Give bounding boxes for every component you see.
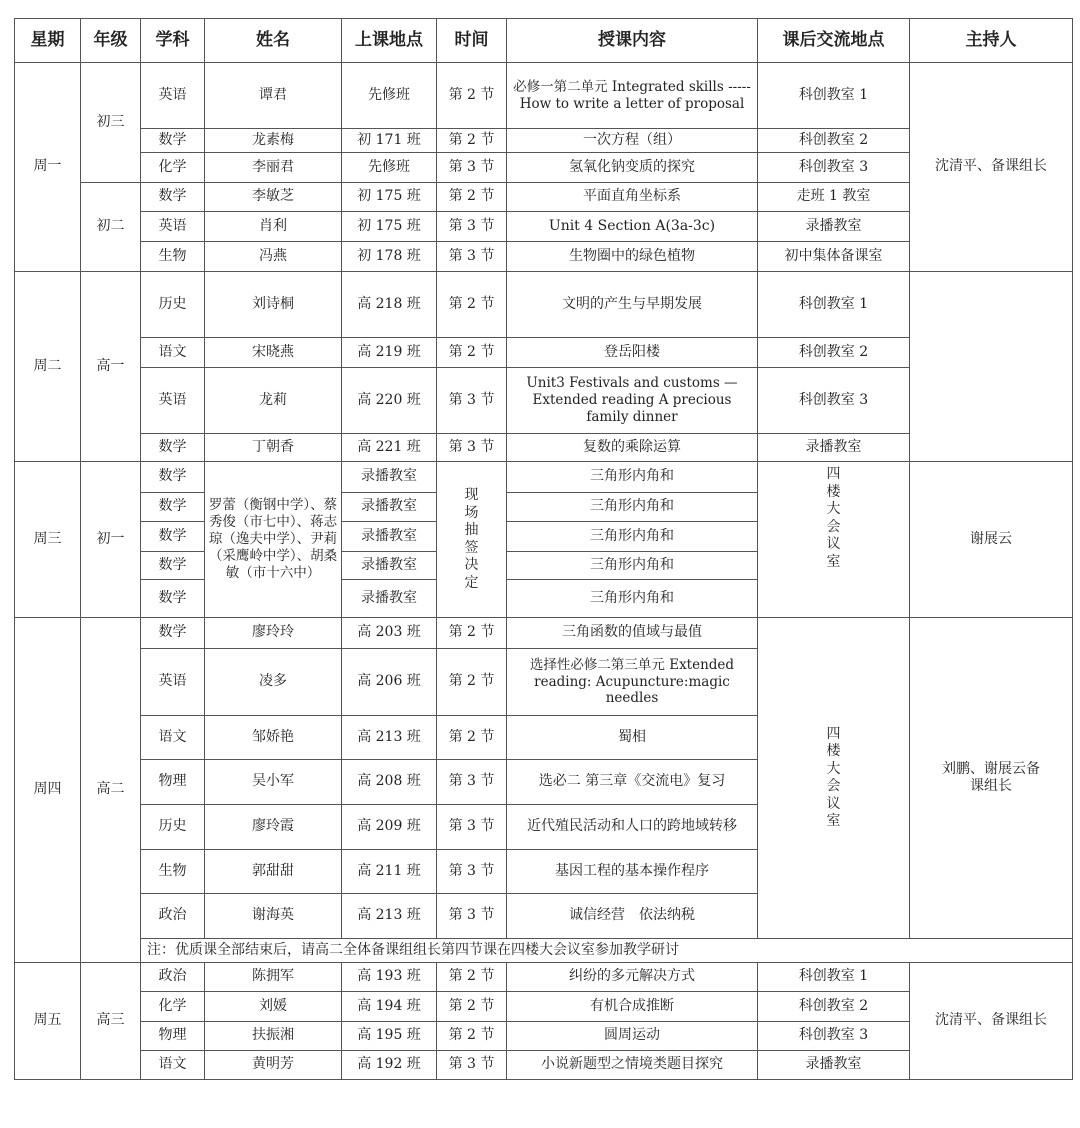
name-cell: 陈拥军 — [205, 963, 342, 992]
content-cell: 三角形内角和 — [507, 522, 758, 552]
time-cell: 第 2 节 — [437, 272, 507, 338]
time-cell: 现场抽签决定 — [437, 462, 507, 618]
subject-cell: 数学 — [141, 462, 205, 493]
time-cell: 第 3 节 — [437, 434, 507, 462]
host-cell: 沈清平、备课组长 — [910, 63, 1073, 272]
place-cell: 高 220 班 — [342, 368, 437, 434]
place-cell: 录播教室 — [342, 580, 437, 618]
content-cell: 三角形内角和 — [507, 462, 758, 493]
name-cell: 宋晓燕 — [205, 338, 342, 368]
table-row — [15, 63, 1073, 129]
content-cell: 复数的乘除运算 — [507, 434, 758, 462]
content-cell: 三角函数的值域与最值 — [507, 618, 758, 649]
time-cell: 第 2 节 — [437, 963, 507, 992]
place-cell: 高 219 班 — [342, 338, 437, 368]
subject-cell: 英语 — [141, 212, 205, 242]
name-cell: 郭甜甜 — [205, 850, 342, 894]
name-cell: 李敏芝 — [205, 183, 342, 212]
table-row — [15, 618, 1073, 649]
content-cell: 一次方程（组） — [507, 129, 758, 153]
name-cell: 丁朝香 — [205, 434, 342, 462]
header-time: 时间 — [437, 19, 507, 63]
place-cell: 高 218 班 — [342, 272, 437, 338]
subject-cell: 生物 — [141, 242, 205, 272]
subject-cell: 语文 — [141, 338, 205, 368]
content-cell: Unit 4 Section A(3a-3c) — [507, 212, 758, 242]
time-cell: 第 3 节 — [437, 1051, 507, 1080]
place-cell: 高 206 班 — [342, 649, 437, 716]
host-cell — [910, 272, 1073, 462]
table-row — [15, 272, 1073, 338]
room-cell: 科创教室 1 — [758, 63, 910, 129]
subject-cell: 数学 — [141, 434, 205, 462]
place-cell: 高 221 班 — [342, 434, 437, 462]
subject-cell: 数学 — [141, 129, 205, 153]
content-cell: 诚信经营 依法纳税 — [507, 894, 758, 939]
room-cell: 录播教室 — [758, 212, 910, 242]
subject-cell: 化学 — [141, 992, 205, 1022]
name-cell: 廖玲霞 — [205, 805, 342, 850]
name-cell: 肖利 — [205, 212, 342, 242]
subject-cell: 物理 — [141, 760, 205, 805]
header-content: 授课内容 — [507, 19, 758, 63]
content-cell: 三角形内角和 — [507, 493, 758, 522]
subject-cell: 数学 — [141, 618, 205, 649]
time-cell: 第 2 节 — [437, 129, 507, 153]
content-cell: 三角形内角和 — [507, 580, 758, 618]
name-cell: 谭君 — [205, 63, 342, 129]
place-cell: 录播教室 — [342, 493, 437, 522]
place-cell: 高 208 班 — [342, 760, 437, 805]
content-cell: 登岳阳楼 — [507, 338, 758, 368]
host-cell: 沈清平、备课组长 — [910, 963, 1073, 1080]
time-cell: 第 2 节 — [437, 63, 507, 129]
room-cell: 科创教室 2 — [758, 338, 910, 368]
subject-cell: 数学 — [141, 552, 205, 580]
subject-cell: 生物 — [141, 850, 205, 894]
schedule-table — [14, 18, 1073, 1080]
content-cell: 基因工程的基本操作程序 — [507, 850, 758, 894]
names-cell: 罗蕾（衡钢中学）、蔡秀俊（市七中）、蒋志琼（逸夫中学）、尹莉（采鹰岭中学）、胡桑敏（市十六中） — [205, 462, 342, 618]
place-cell: 高 211 班 — [342, 850, 437, 894]
room-cell: 科创教室 2 — [758, 992, 910, 1022]
grade-cell: 高三 — [81, 963, 141, 1080]
name-cell: 凌多 — [205, 649, 342, 716]
name-cell: 李丽君 — [205, 153, 342, 183]
header-name: 姓名 — [205, 19, 342, 63]
table-row — [15, 462, 1073, 493]
subject-cell: 语文 — [141, 1051, 205, 1080]
time-cell: 第 2 节 — [437, 992, 507, 1022]
header-host: 主持人 — [910, 19, 1073, 63]
place-cell: 初 175 班 — [342, 183, 437, 212]
place-cell: 录播教室 — [342, 552, 437, 580]
time-cell: 第 3 节 — [437, 850, 507, 894]
header-day: 星期 — [15, 19, 81, 63]
grade-cell: 高二 — [81, 618, 141, 963]
content-cell: 圆周运动 — [507, 1022, 758, 1051]
content-cell: 小说新题型之情境类题目探究 — [507, 1051, 758, 1080]
time-cell: 第 3 节 — [437, 153, 507, 183]
time-cell: 第 2 节 — [437, 716, 507, 760]
header-grade: 年级 — [81, 19, 141, 63]
subject-cell: 数学 — [141, 183, 205, 212]
place-cell: 录播教室 — [342, 462, 437, 493]
header-room: 课后交流地点 — [758, 19, 910, 63]
subject-cell: 英语 — [141, 368, 205, 434]
subject-cell: 政治 — [141, 963, 205, 992]
header-place: 上课地点 — [342, 19, 437, 63]
subject-cell: 语文 — [141, 716, 205, 760]
place-cell: 高 192 班 — [342, 1051, 437, 1080]
content-cell: Unit3 Festivals and customs —Extended reading A precious family dinner — [507, 368, 758, 434]
place-cell: 先修班 — [342, 153, 437, 183]
time-cell: 第 2 节 — [437, 649, 507, 716]
content-cell: 纠纷的多元解决方式 — [507, 963, 758, 992]
subject-cell: 数学 — [141, 493, 205, 522]
room-cell: 初中集体备课室 — [758, 242, 910, 272]
host-cell: 刘鹏、谢展云备课组长 — [910, 618, 1073, 939]
name-cell: 邹娇艳 — [205, 716, 342, 760]
room-cell: 录播教室 — [758, 1051, 910, 1080]
content-cell: 平面直角坐标系 — [507, 183, 758, 212]
note-row — [15, 939, 1073, 963]
place-cell: 初 171 班 — [342, 129, 437, 153]
room-cell: 走班 1 教室 — [758, 183, 910, 212]
day-cell: 周五 — [15, 963, 81, 1080]
room-cell: 科创教室 3 — [758, 1022, 910, 1051]
name-cell: 廖玲玲 — [205, 618, 342, 649]
name-cell: 刘媛 — [205, 992, 342, 1022]
room-cell: 科创教室 3 — [758, 368, 910, 434]
name-cell: 冯燕 — [205, 242, 342, 272]
grade-cell: 初一 — [81, 462, 141, 618]
content-cell: 三角形内角和 — [507, 552, 758, 580]
time-cell: 第 2 节 — [437, 183, 507, 212]
subject-cell: 化学 — [141, 153, 205, 183]
subject-cell: 政治 — [141, 894, 205, 939]
name-cell: 龙莉 — [205, 368, 342, 434]
time-cell: 第 3 节 — [437, 242, 507, 272]
time-cell: 第 3 节 — [437, 894, 507, 939]
time-cell: 第 2 节 — [437, 1022, 507, 1051]
content-cell: 近代殖民活动和人口的跨地域转移 — [507, 805, 758, 850]
time-cell: 第 3 节 — [437, 805, 507, 850]
content-cell: 必修一第二单元 Integrated skills -----How to write a letter of proposal — [507, 63, 758, 129]
room-cell: 四楼大会议室 — [758, 462, 910, 618]
day-cell: 周三 — [15, 462, 81, 618]
room-cell: 录播教室 — [758, 434, 910, 462]
content-cell: 有机合成推断 — [507, 992, 758, 1022]
room-cell: 科创教室 2 — [758, 129, 910, 153]
place-cell: 高 194 班 — [342, 992, 437, 1022]
subject-cell: 数学 — [141, 580, 205, 618]
place-cell: 初 178 班 — [342, 242, 437, 272]
time-cell: 第 2 节 — [437, 618, 507, 649]
name-cell: 刘诗桐 — [205, 272, 342, 338]
grade-cell: 初二 — [81, 183, 141, 272]
place-cell: 高 203 班 — [342, 618, 437, 649]
content-cell: 选必二 第三章《交流电》复习 — [507, 760, 758, 805]
day-cell: 周二 — [15, 272, 81, 462]
note-cell: 注：优质课全部结束后，请高二全体备课组组长第四节课在四楼大会议室参加教学研讨 — [141, 939, 1073, 963]
place-cell: 初 175 班 — [342, 212, 437, 242]
content-cell: 蜀相 — [507, 716, 758, 760]
name-cell: 黄明芳 — [205, 1051, 342, 1080]
day-cell: 周四 — [15, 618, 81, 963]
grade-cell: 初三 — [81, 63, 141, 183]
room-cell: 科创教室 1 — [758, 963, 910, 992]
name-cell: 吴小军 — [205, 760, 342, 805]
room-cell: 科创教室 1 — [758, 272, 910, 338]
time-cell: 第 3 节 — [437, 368, 507, 434]
place-cell: 高 193 班 — [342, 963, 437, 992]
subject-cell: 英语 — [141, 649, 205, 716]
name-cell: 谢海英 — [205, 894, 342, 939]
subject-cell: 历史 — [141, 805, 205, 850]
time-cell: 第 2 节 — [437, 338, 507, 368]
place-cell: 录播教室 — [342, 522, 437, 552]
name-cell: 龙素梅 — [205, 129, 342, 153]
room-cell: 四楼大会议室 — [758, 618, 910, 939]
grade-cell: 高一 — [81, 272, 141, 462]
room-cell: 科创教室 3 — [758, 153, 910, 183]
day-cell: 周一 — [15, 63, 81, 272]
content-cell: 选择性必修二第三单元 Extended reading: Acupuncture:magic needles — [507, 649, 758, 716]
content-cell: 生物圈中的绿色植物 — [507, 242, 758, 272]
header-row — [15, 19, 1073, 63]
subject-cell: 英语 — [141, 63, 205, 129]
place-cell: 高 213 班 — [342, 894, 437, 939]
table-row — [15, 963, 1073, 992]
subject-cell: 物理 — [141, 1022, 205, 1051]
header-subject: 学科 — [141, 19, 205, 63]
subject-cell: 历史 — [141, 272, 205, 338]
place-cell: 高 213 班 — [342, 716, 437, 760]
name-cell: 扶振湘 — [205, 1022, 342, 1051]
subject-cell: 数学 — [141, 522, 205, 552]
content-cell: 氢氧化钠变质的探究 — [507, 153, 758, 183]
place-cell: 先修班 — [342, 63, 437, 129]
place-cell: 高 209 班 — [342, 805, 437, 850]
time-cell: 第 3 节 — [437, 212, 507, 242]
content-cell: 文明的产生与早期发展 — [507, 272, 758, 338]
place-cell: 高 195 班 — [342, 1022, 437, 1051]
host-cell: 谢展云 — [910, 462, 1073, 618]
time-cell: 第 3 节 — [437, 760, 507, 805]
